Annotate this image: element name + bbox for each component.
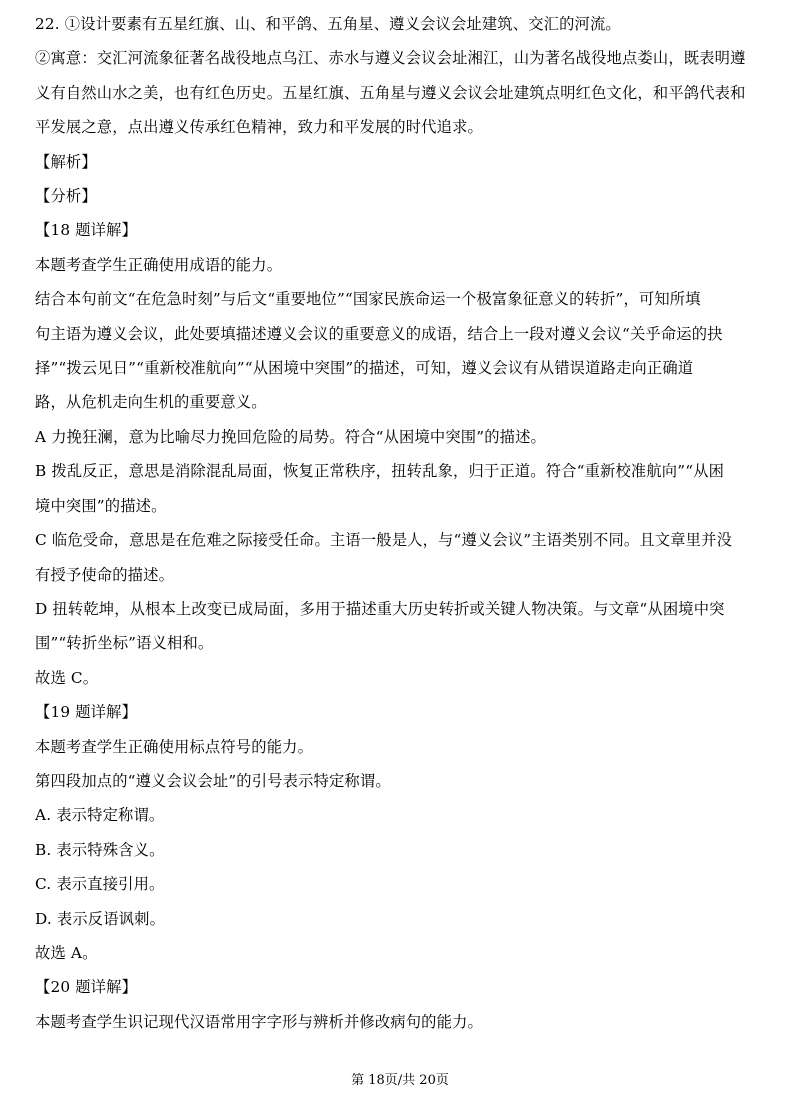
text-line: 句主语为遵义会议，此处要填描述遵义会议的重要意义的成语，结合上一段对遵义会议“关乎命运的抉 <box>35 324 723 343</box>
text-line: 第四段加点的“遵义会议会址”的引号表示特定称谓。 <box>35 771 391 790</box>
text-line: A. 表示特定称谓。 <box>35 806 165 825</box>
text-line: 本题考查学生正确使用标点符号的能力。 <box>35 737 314 756</box>
text-line: 择”“拨云见日”“重新校准航向”“从困境中突围”的描述，可知，遵义会议有从错误道路走向正确道 <box>35 359 694 378</box>
text-line: 境中突围”的描述。 <box>35 496 167 515</box>
text-line: 围”“转折坐标”语义相和。 <box>35 634 214 653</box>
text-line: C 临危受命，意思是在危难之际接受任命。主语一般是人，与“遵义会议”主语类别不同。且文章里并没 <box>35 531 733 550</box>
document-body <box>35 7 773 1039</box>
text-line: 【20 题详解】 <box>35 978 138 997</box>
text-line: 故选 A。 <box>35 943 98 962</box>
text-line: D. 表示反语讽刺。 <box>35 909 166 928</box>
text-line: 义有自然山水之美，也有红色历史。五星红旗、五角星与遵义会议会址建筑点明红色文化，和平鸽代表和 <box>35 83 746 102</box>
text-line: 平发展之意，点出遵义传承红色精神，致力和平发展的时代追求。 <box>35 118 483 137</box>
text-line: B 拨乱反正，意思是消除混乱局面，恢复正常秩序，扭转乱象，归于正道。符合“重新校准航向”“从困 <box>35 462 725 481</box>
text-line: 【分析】 <box>35 187 97 206</box>
text-line: 本题考查学生识记现代汉语常用字字形与辨析并修改病句的能力。 <box>35 1012 483 1031</box>
text-line: 结合本句前文“在危急时刻”与后文“重要地位”“国家民族命运一个极富象征意义的转折”，可知所填 <box>35 290 701 309</box>
text-line: 【解析】 <box>35 152 97 171</box>
text-line: 【19 题详解】 <box>35 703 138 722</box>
text-line: 22. ①设计要素有五星红旗、山、和平鸽、五角星、遵义会议会址建筑、交汇的河流。 <box>35 15 621 33</box>
text-line: 有授予使命的描述。 <box>35 565 175 584</box>
text-line: A 力挽狂澜，意为比喻尽力挽回危险的局势。符合“从困境中突围”的描述。 <box>35 427 547 446</box>
text-line: 故选 C。 <box>35 668 99 687</box>
text-line: 【18 题详解】 <box>35 221 138 240</box>
page-footer: 第 18页/共 20页 <box>351 1073 449 1088</box>
text-line: 本题考查学生正确使用成语的能力。 <box>35 255 283 274</box>
text-line: B. 表示特殊含义。 <box>35 840 165 859</box>
text-line: ②寓意：交汇河流象征著名战役地点乌江、赤水与遵义会议会址湘江，山为著名战役地点娄山，既表明遵 <box>35 49 746 68</box>
text-line: C. 表示直接引用。 <box>35 875 165 894</box>
text-line: 路，从危机走向生机的重要意义。 <box>35 393 267 412</box>
text-line: D 扭转乾坤，从根本上改变已成局面，多用于描述重大历史转折或关键人物决策。与文章“从困境中突 <box>35 599 725 618</box>
